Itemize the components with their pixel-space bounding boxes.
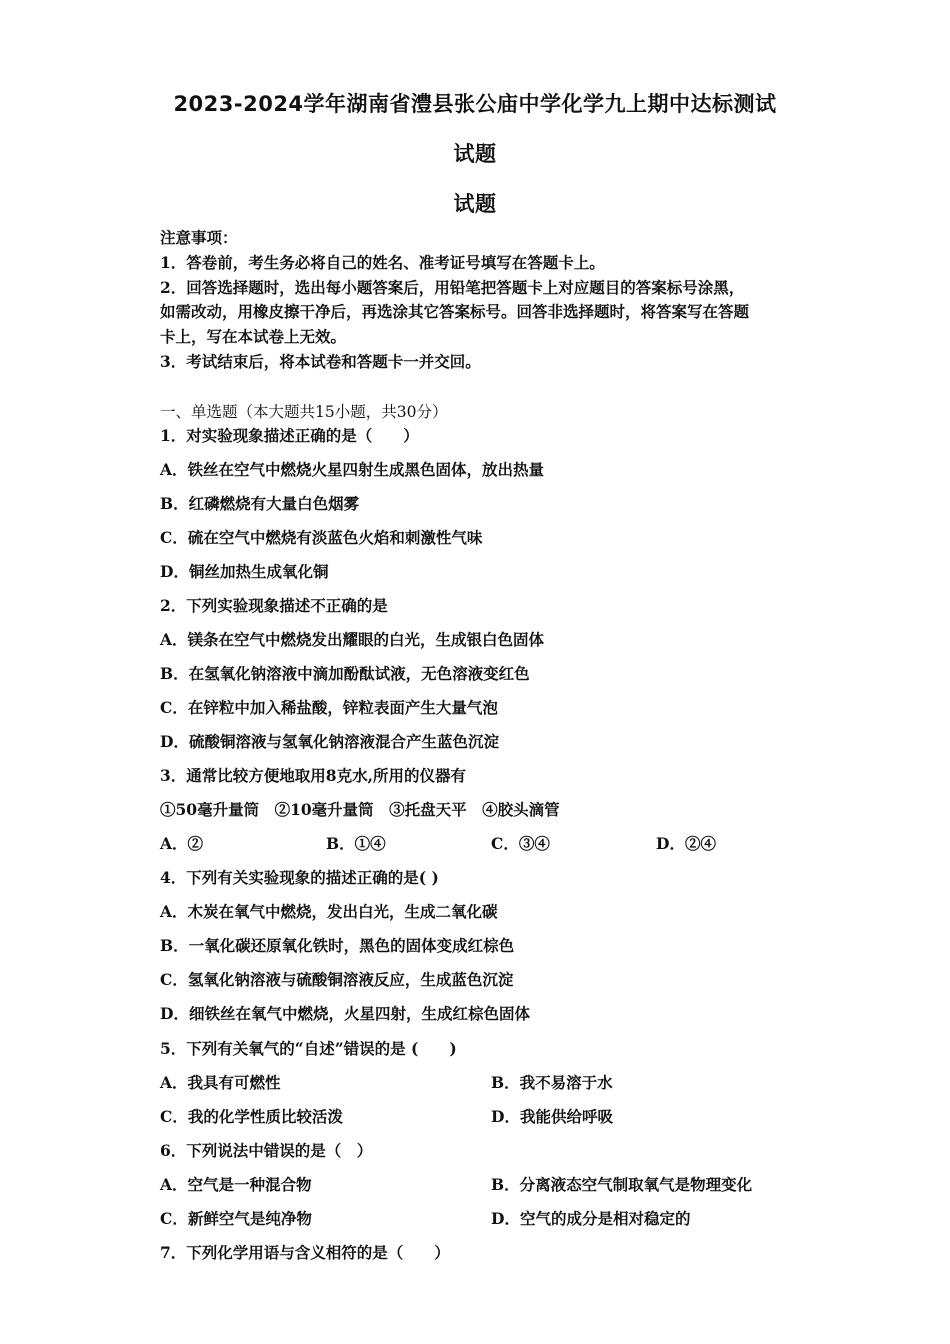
q5-option-a: A．我具有可燃性 [160, 1073, 281, 1092]
question-stem-4: 4．下列有关实验现象的描述正确的是( ) [160, 868, 439, 887]
q3-option-c: C．③④ [491, 834, 550, 853]
notice-item: 卡上，写在本试卷上无效。 [160, 327, 347, 346]
q4-option-c: C．氢氧化钠溶液与硫酸铜溶液反应，生成蓝色沉淀 [160, 970, 514, 989]
q5-option-c: C．我的化学性质比较活泼 [160, 1107, 343, 1126]
q6-option-a: A．空气是一种混合物 [160, 1175, 312, 1194]
exam-title-line1: 2023-2024学年湖南省澧县张公庙中学化学九上期中达标测试 [173, 92, 777, 116]
question-stem-1: 1．对实验现象描述正确的是（ ） [160, 426, 419, 445]
q1-option-d: D．铜丝加热生成氧化铜 [160, 562, 329, 581]
exam-title-line2: 试题 [453, 142, 497, 166]
notice-item: 2．回答选择题时，选出每小题答案后，用铅笔把答题卡上对应题目的答案标号涂黑， [160, 278, 745, 297]
q3-option-a: A．② [160, 834, 204, 853]
q2-option-a: A．镁条在空气中燃烧发出耀眼的白光，生成银白色固体 [160, 630, 545, 649]
q2-option-d: D．硫酸铜溶液与氢氧化钠溶液混合产生蓝色沉淀 [160, 732, 499, 751]
q4-option-d: D．细铁丝在氧气中燃烧，火星四射，生成红棕色固体 [160, 1004, 530, 1023]
q1-option-a: A．铁丝在空气中燃烧火星四射生成黑色固体，放出热量 [160, 460, 545, 479]
q3-instruments: ①50毫升量筒 ②10毫升量筒 ③托盘天平 ④胶头滴管 [160, 800, 560, 819]
q2-option-c: C．在锌粒中加入稀盐酸，锌粒表面产生大量气泡 [160, 698, 498, 717]
notice-item: 3．考试结束后，将本试卷和答题卡一并交回。 [160, 352, 481, 371]
question-stem-3: 3．通常比较方便地取用8克水,所用的仪器有 [160, 766, 466, 785]
q5-option-d: D．我能供给呼吸 [491, 1107, 613, 1126]
question-stem-6: 6．下列说法中错误的是（ ） [160, 1141, 373, 1160]
exam-title-line3: 试题 [453, 192, 497, 216]
q6-option-d: D．空气的成分是相对稳定的 [491, 1209, 691, 1228]
q4-option-b: B．一氧化碳还原氧化铁时，黑色的固体变成红棕色 [160, 936, 515, 955]
q6-option-c: C．新鲜空气是纯净物 [160, 1209, 312, 1228]
q1-option-b: B．红磷燃烧有大量白色烟雾 [160, 494, 360, 513]
question-stem-2: 2．下列实验现象描述不正确的是 [160, 596, 388, 615]
q1-option-c: C．硫在空气中燃烧有淡蓝色火焰和刺激性气味 [160, 528, 483, 547]
q4-option-a: A．木炭在氧气中燃烧，发出白光，生成二氧化碳 [160, 902, 498, 921]
q3-option-d: D．②④ [656, 834, 716, 853]
notice-heading: 注意事项： [160, 228, 238, 247]
q3-option-b: B．①④ [326, 834, 386, 853]
q5-option-b: B．我不易溶于水 [491, 1073, 613, 1092]
notice-item: 如需改动，用橡皮擦干净后，再选涂其它答案标号。回答非选择题时，将答案写在答题 [160, 302, 750, 321]
question-stem-5: 5．下列有关氧气的“自述”错误的是 ( ) [160, 1039, 457, 1058]
q2-option-b: B．在氢氧化钠溶液中滴加酚酞试液，无色溶液变红色 [160, 664, 530, 683]
question-stem-7: 7．下列化学用语与含义相符的是（ ） [160, 1243, 450, 1262]
q6-option-b: B．分离液态空气制取氧气是物理变化 [491, 1175, 753, 1194]
section-heading: 一、单选题（本大题共15小题，共30分） [160, 403, 448, 421]
notice-item: 1．答卷前，考生务必将自己的姓名、准考证号填写在答题卡上。 [160, 253, 605, 272]
